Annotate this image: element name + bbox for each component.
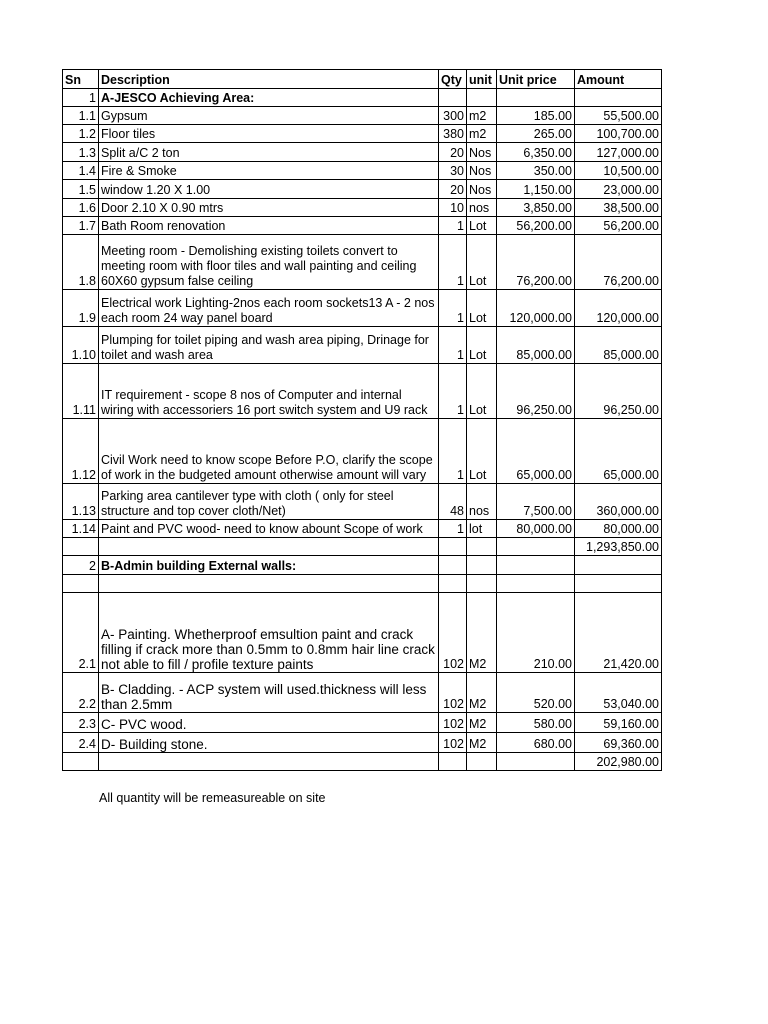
- unit-cell: Lot: [467, 217, 497, 235]
- amount-cell: [575, 575, 662, 593]
- sn-cell: 1.12: [63, 419, 99, 484]
- sn-cell: 2: [63, 556, 99, 575]
- unit-cell: [467, 753, 497, 771]
- amount-cell: 120,000.00: [575, 290, 662, 327]
- subtotal-row: [63, 538, 662, 556]
- price-cell: [497, 575, 575, 593]
- sn-cell: 1.5: [63, 180, 99, 199]
- unit-cell: [467, 556, 497, 575]
- qty-cell: 48: [439, 484, 467, 520]
- description-cell: window 1.20 X 1.00: [99, 180, 439, 199]
- price-cell: 185.00: [497, 107, 575, 125]
- description-cell: [99, 753, 439, 771]
- unit-cell: M2: [467, 713, 497, 733]
- qty-cell: [439, 753, 467, 771]
- description-cell: Split a/C 2 ton: [99, 143, 439, 162]
- table-row: [63, 89, 662, 107]
- amount-cell: [575, 556, 662, 575]
- sn-cell: 1.4: [63, 162, 99, 180]
- unit-cell: Nos: [467, 162, 497, 180]
- qty-cell: 380: [439, 125, 467, 143]
- table-row: [63, 290, 662, 327]
- description-cell: A- Painting. Whetherproof emsultion paint and crack filling if crack more than 0.5mm to 0.8mm hair line crack not able to fill / profile texture paints: [99, 593, 439, 673]
- description-cell: Paint and PVC wood- need to know abount Scope of work: [99, 520, 439, 538]
- amount-cell: 53,040.00: [575, 673, 662, 713]
- table-row: [63, 327, 662, 364]
- sn-cell: 1.14: [63, 520, 99, 538]
- price-cell: 56,200.00: [497, 217, 575, 235]
- description-cell: Bath Room renovation: [99, 217, 439, 235]
- amount-cell: 69,360.00: [575, 733, 662, 753]
- qty-cell: 1: [439, 235, 467, 290]
- boq-table: [62, 69, 662, 771]
- unit-cell: Lot: [467, 327, 497, 364]
- qty-cell: 1: [439, 327, 467, 364]
- amount-cell: 21,420.00: [575, 593, 662, 673]
- amount-cell: [575, 89, 662, 107]
- unit-cell: M2: [467, 673, 497, 713]
- price-cell: 7,500.00: [497, 484, 575, 520]
- table-row: [63, 575, 662, 593]
- unit-cell: Lot: [467, 364, 497, 419]
- unit-cell: Lot: [467, 235, 497, 290]
- table-row: [63, 125, 662, 143]
- unit-cell: [467, 575, 497, 593]
- price-cell: 1,150.00: [497, 180, 575, 199]
- qty-cell: 102: [439, 733, 467, 753]
- amount-cell: 360,000.00: [575, 484, 662, 520]
- table-row: [63, 217, 662, 235]
- description-cell: Civil Work need to know scope Before P.O, clarify the scope of work in the budgeted amount otherwise amount will vary: [99, 419, 439, 484]
- table-row: [63, 484, 662, 520]
- price-cell: 680.00: [497, 733, 575, 753]
- sn-cell: 1.1: [63, 107, 99, 125]
- sn-cell: [63, 538, 99, 556]
- table-row: [63, 713, 662, 733]
- amount-cell: 38,500.00: [575, 199, 662, 217]
- section-title: B-Admin building External walls:: [99, 556, 439, 575]
- qty-cell: 102: [439, 593, 467, 673]
- unit-cell: [467, 538, 497, 556]
- price-cell: 6,350.00: [497, 143, 575, 162]
- sn-cell: [63, 575, 99, 593]
- qty-cell: [439, 575, 467, 593]
- price-cell: 120,000.00: [497, 290, 575, 327]
- description-cell: [99, 575, 439, 593]
- sn-cell: 2.3: [63, 713, 99, 733]
- unit-cell: M2: [467, 593, 497, 673]
- table-row: [63, 180, 662, 199]
- table-row: [63, 364, 662, 419]
- price-cell: [497, 556, 575, 575]
- table-row: [63, 556, 662, 575]
- description-cell: Floor tiles: [99, 125, 439, 143]
- price-cell: 3,850.00: [497, 199, 575, 217]
- section-title: A-JESCO Achieving Area:: [99, 89, 439, 107]
- price-cell: [497, 753, 575, 771]
- description-cell: B- Cladding. - ACP system will used.thickness will less than 2.5mm: [99, 673, 439, 713]
- footnote: All quantity will be remeasureable on site: [99, 791, 326, 805]
- amount-cell: 23,000.00: [575, 180, 662, 199]
- qty-cell: 30: [439, 162, 467, 180]
- unit-cell: Nos: [467, 180, 497, 199]
- qty-cell: 10: [439, 199, 467, 217]
- sn-cell: 1.3: [63, 143, 99, 162]
- subtotal-amount: 202,980.00: [575, 753, 662, 771]
- description-cell: IT requirement - scope 8 nos of Computer and internal wiring with accessoriers 16 port switch system and U9 rack: [99, 364, 439, 419]
- sn-cell: 2.2: [63, 673, 99, 713]
- header-row: [63, 70, 662, 89]
- table-row: [63, 162, 662, 180]
- qty-cell: 102: [439, 673, 467, 713]
- qty-cell: 102: [439, 713, 467, 733]
- price-cell: 580.00: [497, 713, 575, 733]
- sn-cell: 1.13: [63, 484, 99, 520]
- sn-cell: 1.9: [63, 290, 99, 327]
- description-cell: Fire & Smoke: [99, 162, 439, 180]
- header-unit: unit: [467, 70, 497, 89]
- header-qty: Qty: [439, 70, 467, 89]
- subtotal-amount: 1,293,850.00: [575, 538, 662, 556]
- price-cell: 210.00: [497, 593, 575, 673]
- amount-cell: 10,500.00: [575, 162, 662, 180]
- table-row: [63, 143, 662, 162]
- sn-cell: [63, 753, 99, 771]
- price-cell: 96,250.00: [497, 364, 575, 419]
- table-row: [63, 419, 662, 484]
- description-cell: [99, 538, 439, 556]
- description-cell: Gypsum: [99, 107, 439, 125]
- description-cell: Meeting room - Demolishing existing toilets convert to meeting room with floor tiles and wall painting and ceiling 60X60 gypsum false ceiling: [99, 235, 439, 290]
- amount-cell: 80,000.00: [575, 520, 662, 538]
- amount-cell: 55,500.00: [575, 107, 662, 125]
- qty-cell: 300: [439, 107, 467, 125]
- table-row: [63, 593, 662, 673]
- subtotal-row: [63, 753, 662, 771]
- amount-cell: 56,200.00: [575, 217, 662, 235]
- amount-cell: 59,160.00: [575, 713, 662, 733]
- qty-cell: [439, 556, 467, 575]
- header-unit-price: Unit price: [497, 70, 575, 89]
- sn-cell: 1.11: [63, 364, 99, 419]
- amount-cell: 65,000.00: [575, 419, 662, 484]
- qty-cell: 20: [439, 180, 467, 199]
- table-row: [63, 733, 662, 753]
- price-cell: [497, 538, 575, 556]
- sn-cell: 1.10: [63, 327, 99, 364]
- unit-cell: nos: [467, 199, 497, 217]
- amount-cell: 127,000.00: [575, 143, 662, 162]
- table-row: [63, 673, 662, 713]
- unit-cell: lot: [467, 520, 497, 538]
- qty-cell: 1: [439, 419, 467, 484]
- amount-cell: 96,250.00: [575, 364, 662, 419]
- sn-cell: 2.4: [63, 733, 99, 753]
- header-sn: Sn: [63, 70, 99, 89]
- description-cell: Door 2.10 X 0.90 mtrs: [99, 199, 439, 217]
- unit-cell: M2: [467, 733, 497, 753]
- description-cell: C- PVC wood.: [99, 713, 439, 733]
- table-row: [63, 107, 662, 125]
- sn-cell: 1.2: [63, 125, 99, 143]
- unit-cell: m2: [467, 125, 497, 143]
- qty-cell: 1: [439, 217, 467, 235]
- amount-cell: 85,000.00: [575, 327, 662, 364]
- qty-cell: 1: [439, 290, 467, 327]
- qty-cell: [439, 89, 467, 107]
- qty-cell: 1: [439, 520, 467, 538]
- price-cell: [497, 89, 575, 107]
- header-description: Description: [99, 70, 439, 89]
- table-row: [63, 199, 662, 217]
- amount-cell: 76,200.00: [575, 235, 662, 290]
- sn-cell: 1.8: [63, 235, 99, 290]
- price-cell: 80,000.00: [497, 520, 575, 538]
- sn-cell: 1: [63, 89, 99, 107]
- description-cell: D- Building stone.: [99, 733, 439, 753]
- unit-cell: Nos: [467, 143, 497, 162]
- table-row: [63, 235, 662, 290]
- sn-cell: 2.1: [63, 593, 99, 673]
- unit-cell: Lot: [467, 419, 497, 484]
- sn-cell: 1.7: [63, 217, 99, 235]
- unit-cell: [467, 89, 497, 107]
- table-row: [63, 520, 662, 538]
- description-cell: Electrical work Lighting-2nos each room sockets13 A - 2 nos each room 24 way panel board: [99, 290, 439, 327]
- price-cell: 520.00: [497, 673, 575, 713]
- unit-cell: m2: [467, 107, 497, 125]
- price-cell: 85,000.00: [497, 327, 575, 364]
- header-amount: Amount: [575, 70, 662, 89]
- price-cell: 350.00: [497, 162, 575, 180]
- unit-cell: nos: [467, 484, 497, 520]
- description-cell: Plumping for toilet piping and wash area piping, Drinage for toilet and wash area: [99, 327, 439, 364]
- amount-cell: 100,700.00: [575, 125, 662, 143]
- price-cell: 265.00: [497, 125, 575, 143]
- qty-cell: [439, 538, 467, 556]
- price-cell: 65,000.00: [497, 419, 575, 484]
- qty-cell: 1: [439, 364, 467, 419]
- description-cell: Parking area cantilever type with cloth ( only for steel structure and top cover cloth/Net): [99, 484, 439, 520]
- unit-cell: Lot: [467, 290, 497, 327]
- price-cell: 76,200.00: [497, 235, 575, 290]
- sn-cell: 1.6: [63, 199, 99, 217]
- qty-cell: 20: [439, 143, 467, 162]
